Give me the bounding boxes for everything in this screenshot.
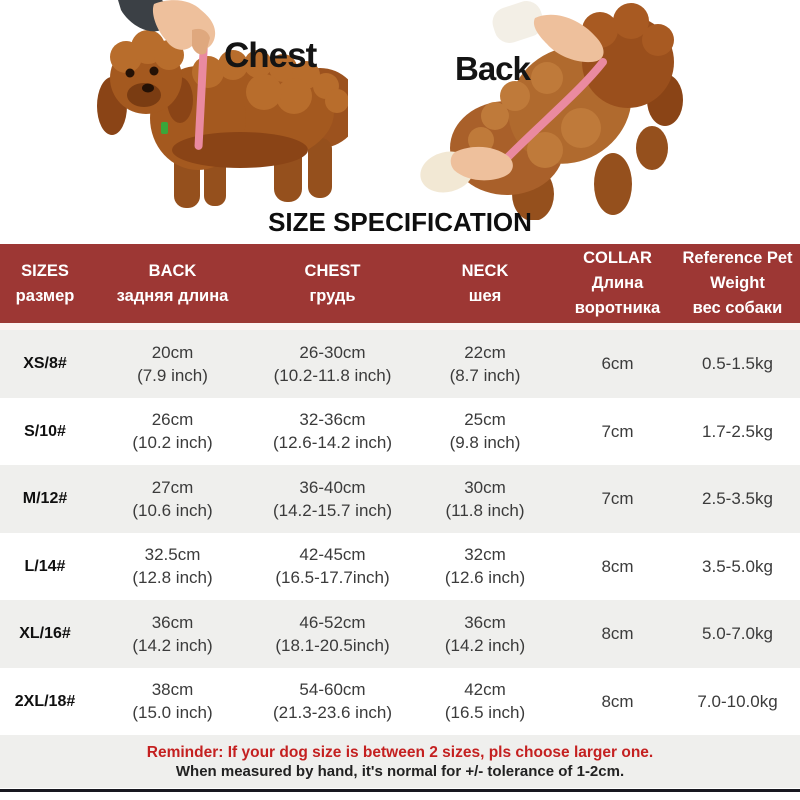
table-footer: [0, 735, 800, 788]
value-cm: 36-40cm: [299, 477, 366, 497]
neck-cell: [410, 600, 560, 668]
chest-cell: [255, 330, 410, 398]
value-cm: 20cm: [151, 342, 194, 362]
bottom-divider: [0, 789, 800, 792]
back-cell: [90, 330, 255, 398]
neck-cell: [410, 465, 560, 533]
weight-cell: 3.5-5.0kg: [702, 556, 773, 576]
header-line: Reference Pet: [682, 249, 793, 267]
neck-cell: [410, 398, 560, 466]
table-header: [0, 244, 800, 323]
value-cm: 32cm: [464, 545, 506, 565]
back-cell: [90, 600, 255, 668]
value-inch: (12.6-14.2 inch): [272, 433, 393, 453]
header-line: Weight: [710, 274, 765, 292]
value-cm: 25cm: [464, 410, 506, 430]
header-line: NECK: [461, 261, 509, 280]
value-cm: 22cm: [464, 342, 506, 362]
value-inch: (21.3-23.6 inch): [272, 703, 393, 723]
header-line: вес собаки: [692, 299, 783, 317]
header-line: размер: [15, 286, 75, 305]
header-line: грудь: [309, 286, 356, 305]
value-cm: 27cm: [151, 477, 194, 497]
header-line: шея: [468, 286, 502, 305]
size-cell: S/10#: [24, 422, 66, 440]
weight-cell: 2.5-3.5kg: [702, 489, 773, 509]
value-inch: (16.5-17.7inch): [275, 568, 390, 588]
value-inch: (14.2 inch): [444, 635, 526, 655]
value-inch: (15.0 inch): [132, 703, 213, 723]
weight-cell: 7.0-10.0kg: [697, 691, 778, 711]
collar-cell: 8cm: [601, 691, 634, 711]
value-cm: 30cm: [464, 477, 506, 497]
size-cell: XS/8#: [23, 355, 67, 373]
weight-cell: 1.7-2.5kg: [702, 421, 773, 441]
chest-cell: [255, 600, 410, 668]
value-inch: (11.8 inch): [445, 500, 525, 520]
collar-tag: [161, 122, 168, 134]
value-cm: 36cm: [464, 612, 506, 632]
weight-cell: 5.0-7.0kg: [702, 624, 773, 644]
header-line: CHEST: [304, 261, 361, 280]
collar-cell: 6cm: [601, 354, 634, 374]
value-inch: (12.8 inch): [132, 568, 213, 588]
column-header-weight: [675, 244, 800, 323]
value-cm: 54-60cm: [299, 680, 366, 700]
header-line: задняя длина: [116, 286, 229, 305]
size-table: [0, 244, 800, 735]
page-title: SIZE SPECIFICATION: [268, 207, 532, 237]
value-cm: 42-45cm: [299, 545, 366, 565]
value-inch: (10.6 inch): [132, 500, 213, 520]
value-cm: 42cm: [464, 680, 506, 700]
chest-cell: [255, 398, 410, 466]
chest-cell: [255, 533, 410, 601]
column-header-back: [90, 244, 255, 323]
table-row-xl: [0, 600, 800, 668]
column-header-chest: [255, 244, 410, 323]
collar-cell: 8cm: [601, 624, 634, 644]
value-inch: (9.8 inch): [449, 433, 521, 453]
value-inch: (7.9 inch): [137, 365, 208, 385]
collar-cell: 7cm: [601, 489, 634, 509]
collar-cell: 7cm: [601, 421, 634, 441]
value-cm: 32-36cm: [299, 410, 366, 430]
value-inch: (10.2-11.8 inch): [273, 365, 392, 385]
column-header-sizes: [0, 244, 90, 323]
table-row-l: [0, 533, 800, 601]
value-inch: (16.5 inch): [444, 703, 526, 723]
header-line: COLLAR: [583, 249, 652, 267]
table-row-xs: [0, 330, 800, 398]
header-line: Длина: [591, 274, 644, 292]
value-inch: (12.6 inch): [444, 568, 526, 588]
back-cell: [90, 533, 255, 601]
measurement-photos: [0, 0, 800, 220]
size-cell: L/14#: [24, 557, 66, 575]
header-separator: [0, 323, 800, 330]
value-cm: 26-30cm: [299, 342, 366, 362]
chest-cell: [255, 465, 410, 533]
back-measurement-photo: [395, 0, 695, 220]
value-inch: (14.2-15.7 inch): [272, 500, 393, 520]
value-inch: (8.7 inch): [449, 365, 521, 385]
value-cm: 26cm: [151, 410, 194, 430]
table-row-2xl: [0, 668, 800, 736]
size-cell: M/12#: [22, 490, 68, 508]
chest-cell: [255, 668, 410, 736]
neck-cell: [410, 668, 560, 736]
column-header-neck: [410, 244, 560, 323]
header-line: SIZES: [21, 261, 69, 280]
collar-cell: 8cm: [601, 556, 634, 576]
back-cell: [90, 465, 255, 533]
value-cm: 38cm: [151, 680, 194, 700]
value-cm: 46-52cm: [299, 612, 366, 632]
neck-cell: [410, 533, 560, 601]
weight-cell: 0.5-1.5kg: [702, 354, 773, 374]
value-inch: (10.2 inch): [132, 433, 213, 453]
table-row-m: [0, 465, 800, 533]
header-line: воротника: [574, 299, 661, 317]
back-label: Back: [455, 50, 530, 87]
size-cell: XL/16#: [19, 625, 71, 643]
table-row-s: [0, 398, 800, 466]
back-cell: [90, 398, 255, 466]
reminder-text: Reminder: If your dog size is between 2 sizes, pls choose larger one.: [146, 743, 654, 761]
size-cell: 2XL/18#: [14, 692, 76, 710]
value-cm: 36cm: [151, 612, 194, 632]
chest-label: Chest: [224, 36, 317, 75]
neck-cell: [410, 330, 560, 398]
value-cm: 32.5cm: [144, 545, 201, 565]
back-cell: [90, 668, 255, 736]
tolerance-text: When measured by hand, it's normal for +/- tolerance of 1-2cm.: [175, 762, 625, 780]
header-line: BACK: [148, 261, 197, 280]
value-inch: (18.1-20.5inch): [275, 635, 390, 655]
value-inch: (14.2 inch): [132, 635, 213, 655]
column-header-collar: [560, 244, 675, 323]
chest-measurement-photo: [88, 0, 348, 215]
